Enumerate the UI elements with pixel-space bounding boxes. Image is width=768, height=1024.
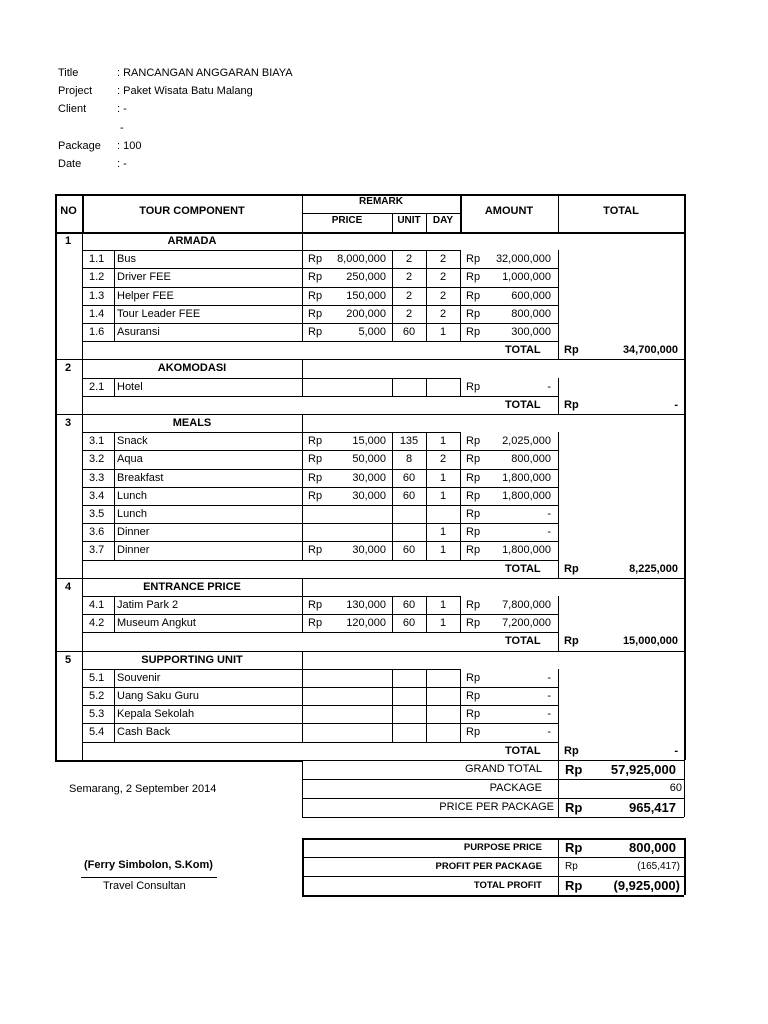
amount-currency: Rp bbox=[466, 307, 481, 320]
grid-line bbox=[460, 250, 461, 341]
section-total-label: TOTAL bbox=[505, 398, 541, 411]
grid-line bbox=[82, 742, 83, 760]
amount-currency: Rp bbox=[466, 690, 481, 702]
price-currency: Rp bbox=[308, 453, 323, 466]
section-name: SUPPORTING UNIT bbox=[141, 653, 243, 666]
grid-line bbox=[558, 632, 559, 650]
item-day: 2 bbox=[439, 289, 447, 302]
grid-line bbox=[82, 560, 83, 578]
grid-line bbox=[558, 396, 559, 414]
amount-currency: Rp bbox=[466, 617, 481, 630]
item-amount: 7,200,000 bbox=[502, 617, 551, 630]
item-amount: - bbox=[547, 526, 551, 539]
item-price: 30,000 bbox=[352, 544, 386, 557]
price-currency: Rp bbox=[308, 544, 323, 557]
total-profit-currency: Rp bbox=[565, 878, 583, 893]
profit-per-package-currency: Rp bbox=[565, 861, 578, 872]
amount-currency: Rp bbox=[466, 453, 481, 466]
item-price: 200,000 bbox=[346, 307, 386, 320]
item-name: Uang Saku Guru bbox=[117, 690, 199, 702]
grid-line bbox=[55, 232, 684, 234]
item-number: 4.2 bbox=[89, 617, 105, 630]
grid-line bbox=[82, 194, 84, 232]
item-unit: 60 bbox=[402, 489, 416, 502]
grid-line bbox=[460, 432, 461, 559]
grid-line bbox=[684, 838, 686, 895]
item-day: 2 bbox=[439, 271, 447, 284]
item-number: 3.2 bbox=[89, 453, 105, 466]
grid-line bbox=[82, 632, 83, 650]
item-unit: 2 bbox=[405, 289, 413, 302]
grid-line bbox=[82, 432, 460, 433]
col-header-no: NO bbox=[60, 205, 77, 217]
col-header-total: TOTAL bbox=[603, 205, 639, 217]
grid-line bbox=[82, 341, 558, 342]
grid-line bbox=[558, 378, 559, 396]
item-day: 2 bbox=[439, 453, 447, 466]
item-number: 3.4 bbox=[89, 489, 105, 502]
item-name: Helper FEE bbox=[117, 289, 174, 302]
grid-line bbox=[82, 323, 558, 324]
item-amount: - bbox=[547, 708, 551, 721]
purpose-price-label: PURPOSE PRICE bbox=[463, 842, 542, 853]
item-amount: 1,800,000 bbox=[502, 471, 551, 484]
price-currency: Rp bbox=[308, 271, 323, 284]
package-label: PACKAGE bbox=[489, 781, 542, 794]
signature-name: (Ferry Simbolon, S.Kom) bbox=[84, 859, 213, 871]
grid-line bbox=[114, 432, 115, 559]
grid-line bbox=[82, 560, 558, 561]
grid-line bbox=[302, 876, 684, 877]
item-number: 1.1 bbox=[89, 253, 105, 266]
signature-role: Travel Consultan bbox=[103, 880, 186, 892]
item-price: 8,000,000 bbox=[337, 253, 386, 266]
grid-line bbox=[392, 669, 393, 742]
item-number: 3.5 bbox=[89, 508, 105, 520]
signature-line bbox=[81, 877, 217, 878]
grid-line bbox=[82, 505, 558, 506]
section-total-value: 34,700,000 bbox=[622, 344, 678, 357]
grid-line bbox=[114, 378, 115, 396]
item-price: 150,000 bbox=[346, 289, 386, 302]
item-name: Jatim Park 2 bbox=[117, 599, 179, 611]
grid-line bbox=[82, 359, 83, 395]
grid-line bbox=[82, 651, 83, 742]
grid-line bbox=[302, 857, 684, 858]
item-unit: 135 bbox=[399, 435, 419, 448]
section-total-currency: Rp bbox=[564, 635, 579, 648]
price-per-package-currency: Rp bbox=[565, 799, 583, 815]
grid-line bbox=[302, 651, 303, 742]
grid-line bbox=[426, 669, 427, 742]
grid-line bbox=[55, 760, 302, 762]
col-header-day: DAY bbox=[432, 215, 454, 226]
grid-line bbox=[302, 213, 460, 214]
grand-total-currency: Rp bbox=[565, 761, 583, 777]
section-total-currency: Rp bbox=[564, 398, 579, 411]
grid-line bbox=[558, 432, 559, 559]
grid-line bbox=[82, 396, 558, 397]
grand-total-value: 57,925,000 bbox=[610, 761, 676, 777]
grid-line bbox=[55, 578, 684, 579]
purpose-price-value: 800,000 bbox=[629, 840, 676, 855]
grid-line bbox=[82, 578, 83, 633]
amount-currency: Rp bbox=[466, 671, 481, 684]
price-currency: Rp bbox=[308, 326, 323, 338]
grid-line bbox=[114, 669, 115, 742]
item-number: 5.4 bbox=[89, 726, 105, 739]
item-number: 5.2 bbox=[89, 690, 105, 702]
item-name: Dinner bbox=[117, 544, 150, 557]
grid-line bbox=[82, 250, 460, 251]
grid-line bbox=[558, 341, 559, 359]
col-header-component: TOUR COMPONENT bbox=[139, 205, 245, 217]
grid-line bbox=[82, 523, 558, 524]
item-name: Lunch bbox=[117, 489, 147, 502]
item-amount: 7,800,000 bbox=[502, 599, 551, 611]
amount-currency: Rp bbox=[466, 489, 481, 502]
amount-currency: Rp bbox=[466, 526, 481, 539]
section-total-currency: Rp bbox=[564, 344, 579, 357]
item-unit: 2 bbox=[405, 253, 413, 266]
amount-currency: Rp bbox=[466, 708, 481, 721]
grid-line bbox=[55, 194, 684, 196]
price-per-package-value: 965,417 bbox=[629, 799, 676, 815]
price-currency: Rp bbox=[308, 617, 323, 630]
grid-line bbox=[55, 414, 684, 415]
grid-line bbox=[82, 723, 558, 724]
item-day: 2 bbox=[439, 307, 447, 320]
grid-line bbox=[558, 194, 559, 232]
item-day: 1 bbox=[439, 544, 447, 557]
item-unit: 60 bbox=[402, 544, 416, 557]
item-price: 50,000 bbox=[352, 453, 386, 466]
section-total-label: TOTAL bbox=[505, 562, 541, 575]
profit-per-package-label: PROFIT PER PACKAGE bbox=[435, 861, 542, 872]
price-currency: Rp bbox=[308, 471, 323, 484]
header-value: - bbox=[120, 122, 124, 134]
grid-line bbox=[302, 895, 684, 897]
item-amount: 1,800,000 bbox=[502, 544, 551, 557]
item-price: 120,000 bbox=[346, 617, 386, 630]
grid-line bbox=[392, 378, 393, 396]
item-name: Snack bbox=[117, 435, 148, 448]
grid-line bbox=[82, 341, 83, 359]
section-total-label: TOTAL bbox=[505, 744, 541, 757]
item-amount: - bbox=[547, 726, 551, 739]
total-profit-value: (9,925,000) bbox=[613, 878, 680, 893]
item-number: 1.2 bbox=[89, 271, 105, 284]
section-total-currency: Rp bbox=[564, 744, 579, 757]
price-currency: Rp bbox=[308, 307, 323, 320]
item-unit: 2 bbox=[405, 307, 413, 320]
purpose-price-currency: Rp bbox=[565, 840, 583, 855]
grid-line bbox=[392, 250, 393, 341]
header-value: : - bbox=[117, 158, 127, 170]
header-label: Client bbox=[58, 103, 87, 115]
grid-line bbox=[55, 359, 684, 360]
amount-currency: Rp bbox=[466, 253, 481, 266]
header-label: Package bbox=[58, 140, 101, 152]
item-amount: - bbox=[547, 508, 551, 520]
item-number: 2.1 bbox=[89, 380, 105, 393]
item-amount: 800,000 bbox=[511, 307, 551, 320]
header-value: : - bbox=[117, 103, 127, 115]
item-amount: 600,000 bbox=[511, 289, 551, 302]
grid-line bbox=[684, 194, 686, 760]
total-profit-label: TOTAL PROFIT bbox=[473, 880, 542, 891]
grid-line bbox=[55, 194, 57, 760]
amount-currency: Rp bbox=[466, 380, 481, 393]
item-name: Souvenir bbox=[117, 671, 161, 684]
section-total-label: TOTAL bbox=[505, 344, 541, 357]
grid-line bbox=[460, 378, 461, 396]
grid-line bbox=[82, 396, 83, 414]
grid-line bbox=[302, 414, 303, 560]
item-number: 1.4 bbox=[89, 307, 105, 320]
grid-line bbox=[460, 596, 461, 632]
section-number: 5 bbox=[65, 653, 72, 666]
section-total-label: TOTAL bbox=[505, 635, 541, 648]
item-unit: 60 bbox=[402, 617, 416, 630]
grid-line bbox=[82, 705, 558, 706]
section-name: AKOMODASI bbox=[157, 362, 227, 375]
item-name: Museum Angkut bbox=[117, 617, 196, 630]
item-name: Breakfast bbox=[117, 471, 164, 484]
grid-line bbox=[82, 669, 460, 670]
grid-line bbox=[114, 250, 115, 341]
item-day: 1 bbox=[439, 526, 447, 539]
item-number: 3.6 bbox=[89, 526, 105, 539]
grid-line bbox=[684, 760, 685, 817]
section-number: 3 bbox=[65, 417, 72, 429]
amount-currency: Rp bbox=[466, 544, 481, 557]
item-day: 1 bbox=[439, 599, 447, 611]
item-price: 5,000 bbox=[358, 326, 386, 338]
grid-line bbox=[302, 578, 303, 633]
grid-line bbox=[302, 359, 303, 395]
item-unit: 60 bbox=[402, 471, 416, 484]
col-header-amount: AMOUNT bbox=[484, 205, 534, 217]
item-price: 15,000 bbox=[352, 435, 386, 448]
header-label: Title bbox=[58, 67, 79, 79]
item-name: Hotel bbox=[117, 380, 143, 393]
item-amount: 1,800,000 bbox=[502, 489, 551, 502]
grid-line bbox=[82, 305, 558, 306]
item-day: 1 bbox=[439, 489, 447, 502]
item-day: 1 bbox=[439, 326, 447, 338]
grid-line bbox=[114, 596, 115, 632]
grid-line bbox=[426, 596, 427, 632]
grid-line bbox=[426, 250, 427, 341]
grid-line bbox=[82, 414, 83, 560]
item-name: Cash Back bbox=[117, 726, 171, 739]
grid-line bbox=[82, 541, 558, 542]
amount-currency: Rp bbox=[466, 326, 481, 338]
item-number: 1.3 bbox=[89, 289, 105, 302]
grid-line bbox=[460, 669, 461, 742]
grid-line bbox=[82, 469, 558, 470]
item-number: 3.7 bbox=[89, 544, 105, 557]
item-day: 1 bbox=[439, 471, 447, 484]
grid-line bbox=[82, 378, 460, 379]
item-unit: 60 bbox=[402, 599, 416, 611]
grid-line bbox=[82, 232, 83, 341]
grid-line bbox=[302, 817, 684, 818]
grid-line bbox=[82, 632, 558, 633]
section-total-currency: Rp bbox=[564, 562, 579, 575]
package-value: 60 bbox=[669, 781, 682, 794]
grid-line bbox=[460, 194, 462, 232]
item-number: 4.1 bbox=[89, 599, 105, 611]
grid-line bbox=[302, 194, 303, 232]
grid-line bbox=[558, 560, 559, 578]
amount-currency: Rp bbox=[466, 508, 481, 520]
grid-line bbox=[392, 432, 393, 559]
grid-line bbox=[426, 432, 427, 559]
item-price: 250,000 bbox=[346, 271, 386, 284]
item-amount: 300,000 bbox=[511, 326, 551, 338]
price-currency: Rp bbox=[308, 289, 323, 302]
grid-line bbox=[82, 742, 558, 743]
item-amount: - bbox=[547, 671, 551, 684]
section-total-value: - bbox=[674, 398, 678, 411]
grid-line bbox=[426, 213, 427, 232]
item-name: Bus bbox=[117, 253, 136, 266]
profit-per-package-value: (165,417) bbox=[637, 861, 680, 872]
grid-line bbox=[558, 669, 559, 742]
item-unit: 8 bbox=[405, 453, 413, 466]
section-total-value: 8,225,000 bbox=[629, 562, 678, 575]
grid-line bbox=[558, 596, 559, 632]
item-name: Dinner bbox=[117, 526, 150, 539]
grid-line bbox=[55, 651, 684, 652]
grid-line bbox=[82, 687, 558, 688]
item-name: Lunch bbox=[117, 508, 147, 520]
item-day: 2 bbox=[439, 253, 447, 266]
amount-currency: Rp bbox=[466, 726, 481, 739]
price-currency: Rp bbox=[308, 599, 323, 611]
header-label: Project bbox=[58, 85, 93, 97]
item-name: Tour Leader FEE bbox=[117, 307, 201, 320]
amount-currency: Rp bbox=[466, 435, 481, 448]
section-name: MEALS bbox=[172, 417, 212, 429]
item-number: 3.1 bbox=[89, 435, 105, 448]
col-header-remark: REMARK bbox=[359, 196, 403, 207]
price-currency: Rp bbox=[308, 489, 323, 502]
section-number: 4 bbox=[65, 580, 72, 593]
item-name: Asuransi bbox=[117, 326, 160, 338]
grid-line bbox=[302, 798, 684, 799]
section-name: ARMADA bbox=[167, 235, 217, 247]
item-number: 5.1 bbox=[89, 671, 105, 684]
grid-line bbox=[302, 779, 684, 780]
signature-place-date: Semarang, 2 September 2014 bbox=[69, 783, 217, 795]
grid-line bbox=[392, 213, 393, 232]
header-value: : 100 bbox=[117, 140, 142, 152]
item-amount: 2,025,000 bbox=[502, 435, 551, 448]
price-per-package-label: PRICE PER PACKAGE bbox=[439, 800, 554, 813]
grand-total-label: GRAND TOTAL bbox=[464, 762, 542, 775]
header-value: : RANCANGAN ANGGARAN BIAYA bbox=[117, 67, 293, 79]
section-number: 1 bbox=[65, 235, 72, 247]
item-name: Driver FEE bbox=[117, 271, 171, 284]
item-price: 130,000 bbox=[346, 599, 386, 611]
grid-line bbox=[302, 232, 303, 341]
grid-line bbox=[82, 268, 558, 269]
item-number: 5.3 bbox=[89, 708, 105, 721]
amount-currency: Rp bbox=[466, 271, 481, 284]
grid-line bbox=[82, 596, 460, 597]
grid-line bbox=[426, 378, 427, 396]
item-day: 1 bbox=[439, 435, 447, 448]
section-total-value: 15,000,000 bbox=[622, 635, 678, 648]
item-name: Aqua bbox=[117, 453, 143, 466]
grid-line bbox=[82, 487, 558, 488]
col-header-unit: UNIT bbox=[397, 215, 421, 226]
grid-line bbox=[82, 450, 558, 451]
item-price: 30,000 bbox=[352, 471, 386, 484]
item-unit: 60 bbox=[402, 326, 416, 338]
item-amount: 1,000,000 bbox=[502, 271, 551, 284]
item-price: 30,000 bbox=[352, 489, 386, 502]
col-header-price: PRICE bbox=[331, 215, 363, 226]
price-currency: Rp bbox=[308, 253, 323, 266]
item-day: 1 bbox=[439, 617, 447, 630]
item-amount: - bbox=[547, 380, 551, 393]
item-number: 3.3 bbox=[89, 471, 105, 484]
grid-line bbox=[558, 742, 559, 760]
item-name: Kepala Sekolah bbox=[117, 708, 195, 721]
section-name: ENTRANCE PRICE bbox=[143, 580, 241, 593]
grid-line bbox=[392, 596, 393, 632]
amount-currency: Rp bbox=[466, 289, 481, 302]
grid-line bbox=[82, 614, 558, 615]
price-currency: Rp bbox=[308, 435, 323, 448]
item-amount: 32,000,000 bbox=[495, 253, 551, 266]
item-amount: - bbox=[547, 690, 551, 702]
amount-currency: Rp bbox=[466, 471, 481, 484]
header-value: : Paket Wisata Batu Malang bbox=[117, 85, 253, 97]
section-number: 2 bbox=[65, 362, 72, 375]
item-number: 1.6 bbox=[89, 326, 105, 338]
section-total-value: - bbox=[674, 744, 678, 757]
header-label: Date bbox=[58, 158, 82, 170]
amount-currency: Rp bbox=[466, 599, 481, 611]
item-unit: 2 bbox=[405, 271, 413, 284]
item-amount: 800,000 bbox=[511, 453, 551, 466]
grid-line bbox=[558, 250, 559, 341]
grid-line bbox=[82, 287, 558, 288]
